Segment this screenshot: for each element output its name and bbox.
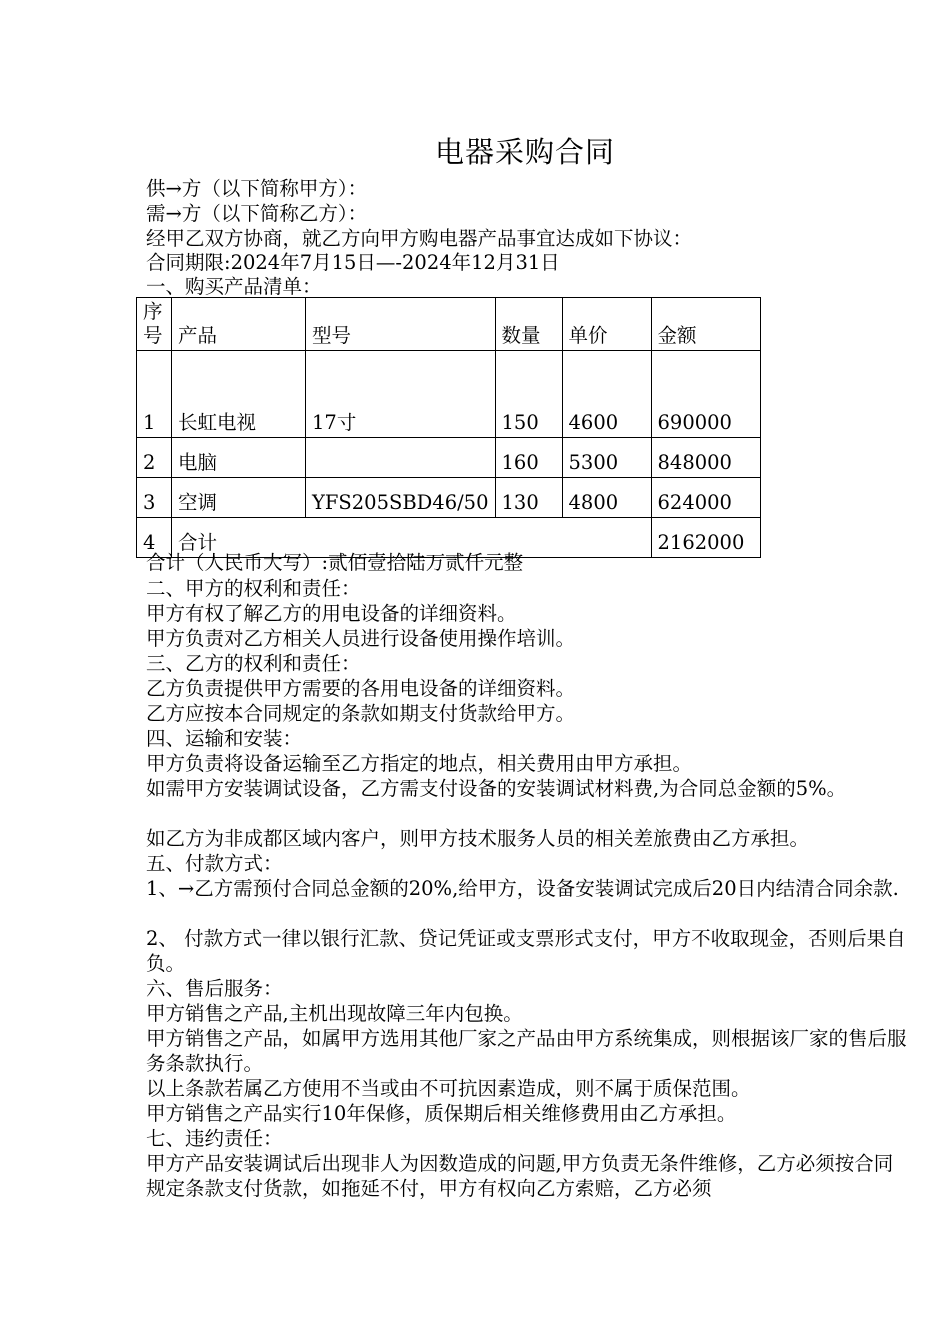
cell-amount: 848000 [651, 438, 760, 478]
supplier-line: 供→方（以下简称甲方）： [146, 177, 368, 200]
cell-amount: 624000 [651, 478, 760, 518]
section-7-heading: 七、违约责任： [146, 1127, 283, 1150]
table-row [137, 478, 761, 518]
cell-model [306, 438, 496, 478]
section-1-heading: 一、购买产品清单： [146, 275, 322, 298]
paragraph: 如乙方为非成都区域内客户，则甲方技术服务人员的相关差旅费由乙方承担。 [146, 827, 810, 850]
buyer-line: 需→方（以下简称乙方）： [146, 202, 368, 225]
cell-product: 电脑 [172, 438, 306, 478]
paragraph: 2、 付款方式一律以银行汇款、贷记凭证或支票形式支付，甲方不收取现金，否则后果自负。 [146, 927, 906, 975]
paragraph: 甲方销售之产品,主机出现故障三年内包换。 [146, 1002, 523, 1025]
cell-product: 长虹电视 [172, 351, 306, 438]
cell-quantity: 150 [495, 351, 562, 438]
cell-unit-price: 5300 [562, 438, 651, 478]
paragraph: 甲方有权了解乙方的用电设备的详细资料。 [146, 602, 517, 625]
cell-amount: 690000 [651, 351, 760, 438]
paragraph: 甲方产品安装调试后出现非人为因数造成的问题,甲方负责无条件维修，乙方必须按合同规定条款支付货款，如拖延不付，甲方有权向乙方索赔，乙方必须 [146, 1152, 894, 1200]
paragraph: 如需甲方安装调试设备，乙方需支付设备的安装调试材料费,为合同总金额的5%。 [146, 777, 847, 800]
total-in-words: 合计（人民币大写）:贰佰壹拾陆万贰仟元整 [146, 551, 524, 574]
paragraph: 甲方销售之产品实行10年保修，质保期后相关维修费用由乙方承担。 [146, 1102, 737, 1125]
paragraph: 甲方负责对乙方相关人员进行设备使用操作培训。 [146, 627, 576, 650]
cell-quantity: 130 [495, 478, 562, 518]
table-row [137, 438, 761, 478]
cell-unit-price: 4800 [562, 478, 651, 518]
table-header-row [137, 298, 761, 351]
paragraph: 1、→乙方需预付合同总金额的20%,给甲方，设备安装调试完成后20日内结清合同余款. [146, 877, 899, 900]
header-product: 产品 [172, 298, 306, 351]
cell-total-label: 合计 [172, 518, 652, 558]
section-6-heading: 六、售后服务： [146, 977, 283, 1000]
table-row [137, 351, 761, 438]
cell-index: 1 [137, 351, 172, 438]
header-unit-price: 单价 [562, 298, 651, 351]
section-3-heading: 三、乙方的权利和责任： [146, 652, 361, 675]
agreement-intro: 经甲乙双方协商，就乙方向甲方购电器产品事宜达成如下协议： [146, 227, 693, 250]
paragraph: 乙方负责提供甲方需要的各用电设备的详细资料。 [146, 677, 576, 700]
contract-period: 合同期限:2024年7月15日—-2024年12月31日 [146, 251, 560, 274]
cell-index: 3 [137, 478, 172, 518]
paragraph: 以上条款若属乙方使用不当或由不可抗因素造成，则不属于质保范围。 [146, 1077, 751, 1100]
header-model: 型号 [306, 298, 496, 351]
cell-unit-price: 4600 [562, 351, 651, 438]
header-index: 序号 [137, 298, 172, 351]
cell-product: 空调 [172, 478, 306, 518]
document-title: 电器采购合同 [434, 135, 615, 169]
cell-index: 2 [137, 438, 172, 478]
header-quantity: 数量 [495, 298, 562, 351]
section-4-heading: 四、运输和安装： [146, 727, 303, 750]
header-amount: 金额 [651, 298, 760, 351]
paragraph: 乙方应按本合同规定的条款如期支付货款给甲方。 [146, 702, 576, 725]
cell-total-amount: 2162000 [651, 518, 760, 558]
paragraph: 甲方负责将设备运输至乙方指定的地点，相关费用由甲方承担。 [146, 752, 693, 775]
cell-index: 4 [137, 518, 172, 558]
cell-model: 17寸 [306, 351, 496, 438]
cell-model: YFS205SBD46/50 [306, 478, 496, 518]
cell-quantity: 160 [495, 438, 562, 478]
product-table [136, 297, 761, 558]
paragraph: 甲方销售之产品，如属甲方选用其他厂家之产品由甲方系统集成，则根据该厂家的售后服务条款执行。 [146, 1027, 907, 1075]
section-2-heading: 二、甲方的权利和责任： [146, 577, 361, 600]
section-5-heading: 五、付款方式： [146, 852, 283, 875]
